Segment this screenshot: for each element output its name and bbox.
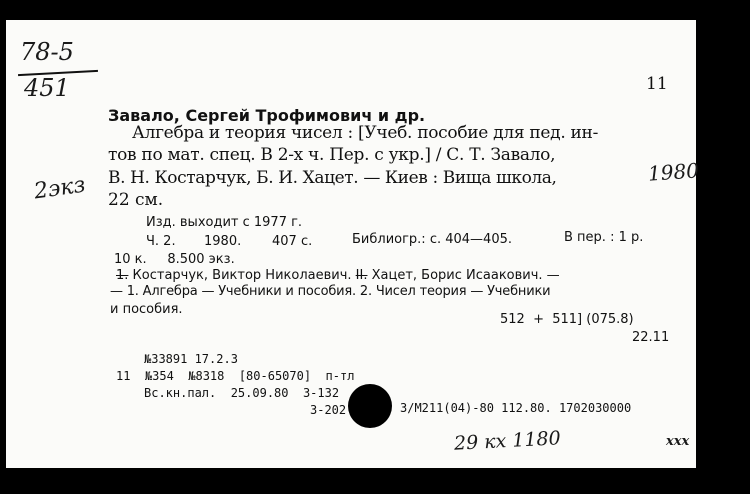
bibliography-note: Библиогр.: с. 404—405. — [352, 232, 512, 247]
part-year: 1980. — [204, 234, 242, 249]
footer-line-2: 11 №354 №8318 [80-65070] п-тл — [116, 369, 355, 383]
part-number: Ч. 2. — [146, 234, 176, 249]
udc-classification: 512 + 511] (075.8) — [500, 312, 634, 327]
inventory-mark: 2экз — [32, 172, 87, 205]
catalog-card — [6, 20, 700, 468]
tracing-prefix-1: 1. — [116, 268, 129, 283]
price-run: 10 к. 8.500 экз. — [114, 252, 235, 267]
tracings-line-3: и пособия. — [110, 302, 183, 317]
tracing-1: Костарчук, Виктор Николаевич. — [132, 268, 352, 283]
shelf-mark-top: 78-5 — [20, 38, 74, 66]
author-heading: Завало, Сергей Трофимович и др. — [108, 106, 426, 125]
title-line-3: В. Н. Костарчук, Б. И. Хацет. — Киев : Вища школа, — [108, 168, 557, 188]
tracing-2: Хацет, Борис Исаакович. — — [371, 268, 560, 283]
card-number: 11 — [646, 74, 668, 94]
tracings-line-2: — 1. Алгебра — Учебники и пособия. 2. Чисел теория — Учебники — [110, 284, 551, 299]
tracing-prefix-2: II. — [355, 268, 368, 283]
series-note: Изд. выходит с 1977 г. — [146, 215, 303, 230]
footer-line-4-right: 3/М211(04)-80 112.80. 1702030000 — [400, 401, 632, 415]
corner-scribble: xxx — [666, 434, 690, 449]
title-line-2: тов по мат. спец. В 2-х ч. Пер. с укр.] / С. Т. Завало, — [108, 145, 556, 165]
bottom-handwritten-note: 29 кх 1180 — [453, 427, 562, 455]
year-note: 1980 — [647, 158, 700, 186]
part-pages: 407 с. — [272, 234, 313, 249]
punch-hole — [348, 384, 392, 428]
tracings-line-1 — [116, 268, 560, 283]
title-line-4: 22 см. — [108, 190, 164, 210]
footer-line-3: Вс.кн.пал. 25.09.80 З-132 — [144, 386, 340, 400]
binding-price: В пер. : 1 р. — [564, 230, 644, 245]
title-line-1: Алгебра и теория чисел : [Учеб. пособие для пед. ин- — [132, 123, 599, 143]
footer-line-1: №33891 17.2.3 — [144, 352, 238, 366]
bbk-classification: 22.11 — [632, 330, 670, 345]
footer-line-4-left: З-202 — [310, 403, 347, 417]
shelf-mark-bottom: 451 — [24, 74, 70, 102]
